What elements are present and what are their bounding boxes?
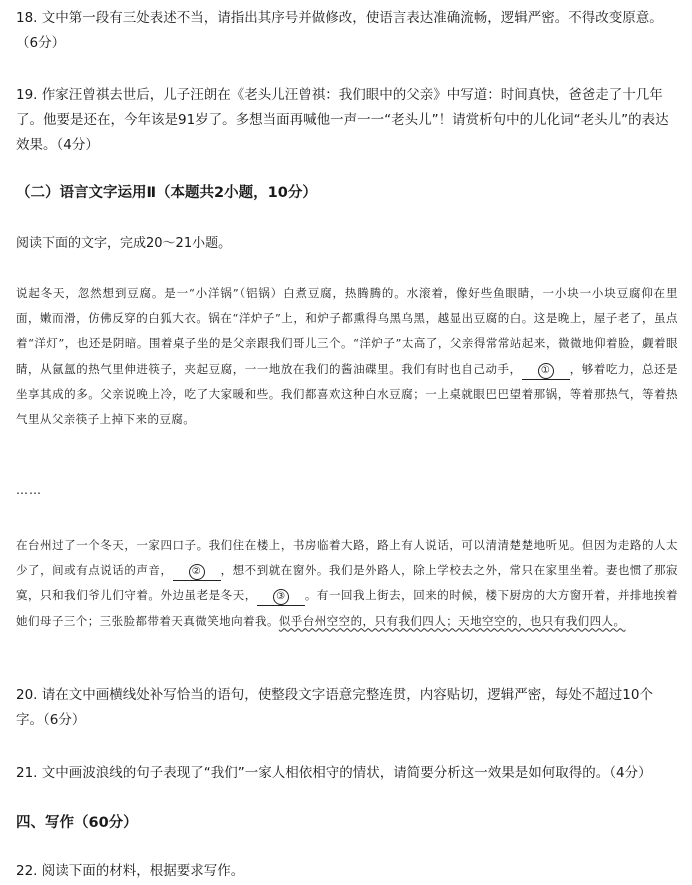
blank-1 — [522, 361, 570, 380]
question-19-score: （4分） — [56, 137, 99, 153]
blank-2-number: ② — [189, 564, 205, 580]
question-21-score: （4分） — [609, 765, 652, 781]
question-19 — [16, 83, 678, 158]
passage-2-part-a: 在台州过了一个冬天，一家四口子。我们住在楼上，书房临着大路，路上有人说话，可以清清楚楚地听见。但因为走路的人太少了，间或有点说话的声音， — [16, 538, 678, 578]
section-4-heading: 四、写作（60分） — [16, 815, 138, 831]
question-21-text: 21. 文中画波浪线的句子表现了“我们”一家人相依相守的情状，请简要分析这一效果是如何取得的。 — [16, 765, 610, 781]
blank-3-number: ③ — [273, 589, 289, 605]
passage-2-part-b: ，想不到就在窗外。我们是外路人，除上学校去之外，常只在家里坐着。妻也惯了那寂寞，只和我们爷儿们守着。外边虽老是冬天， — [16, 563, 678, 603]
question-18-score: （6分） — [16, 35, 66, 51]
question-21 — [16, 761, 678, 786]
section-2-heading: （二）语言文字运用Ⅱ（本题共2小题，10分） — [16, 185, 317, 201]
blank-1-number: ① — [538, 363, 554, 379]
passage-2-part-c: 。有一回我上街去，回来的时候，楼下厨房的大方窗开着，并排地挨着她们母子三个；三张脸都带着天真微笑地向着我。 — [16, 588, 678, 628]
wavy-underlined-sentence: 似乎台州空空的，只有我们四人；天地空空的，也只有我们四人。 — [278, 613, 626, 628]
blank-2 — [173, 562, 221, 581]
question-20 — [16, 683, 678, 733]
passage-2 — [16, 533, 678, 634]
blank-3 — [257, 587, 305, 606]
question-18 — [16, 6, 678, 56]
reading-intro: 阅读下面的文字，完成20～21小题。 — [16, 236, 232, 251]
question-20-text: 20. 请在文中画横线处补写恰当的语句，使整段文字语意完整连贯，内容贴切，逻辑严密，每处不超过10个字。 — [16, 687, 653, 728]
passage-1 — [16, 281, 678, 432]
passage-1-part-b: ，够着吃力，总还是坐享其成的多。父亲说晚上冷，吃了大家暖和些。我们都喜欢这种白水豆腐；一上桌就眼巴巴望着那锅，等着那热气，等着热气里从父亲筷子上掉下来的豆腐。 — [16, 361, 678, 427]
question-20-score: （6分） — [43, 712, 86, 728]
question-19-text: 19. 作家汪曾祺去世后，儿子汪朗在《老头儿汪曾祺：我们眼中的父亲》中写道：时间真快，爸爸走了十几年了。他要是还在，今年该是91岁了。多想当面再喊他一声一一“老头儿”！请赏析句中的儿化词“老头儿”的表达效果。 — [16, 87, 669, 153]
ellipsis: …… — [16, 483, 42, 497]
question-18-text: 18. 文中第一段有三处表述不当，请指出其序号并做修改，使语言表达准确流畅，逻辑严密。不得改变原意。 — [16, 10, 663, 26]
question-22: 22. 阅读下面的材料，根据要求写作。 — [16, 863, 245, 879]
passage-1-part-a: 说起冬天，忽然想到豆腐。是一“小洋锅”（铝锅）白煮豆腐，热腾腾的。水滚着，像好些鱼眼睛，一小块一小块豆腐仰在里面，嫩而滑，仿佛反穿的白狐大衣。锅在“洋炉子”上，和炉子都熏得乌黑乌黑，越显出豆腐的白。这是晚上，屋子老了，虽点着“洋灯”，也还是阴暗。围着桌子坐的是父亲跟我们哥儿三个。“洋炉子”太高了，父亲得常常站起来，微微地仰着脸，觑着眼睛，从氤氲的热气里伸进筷子，夹起豆腐，一一地放在我们的酱油碟里。我们有时也自己动手， — [16, 286, 678, 376]
